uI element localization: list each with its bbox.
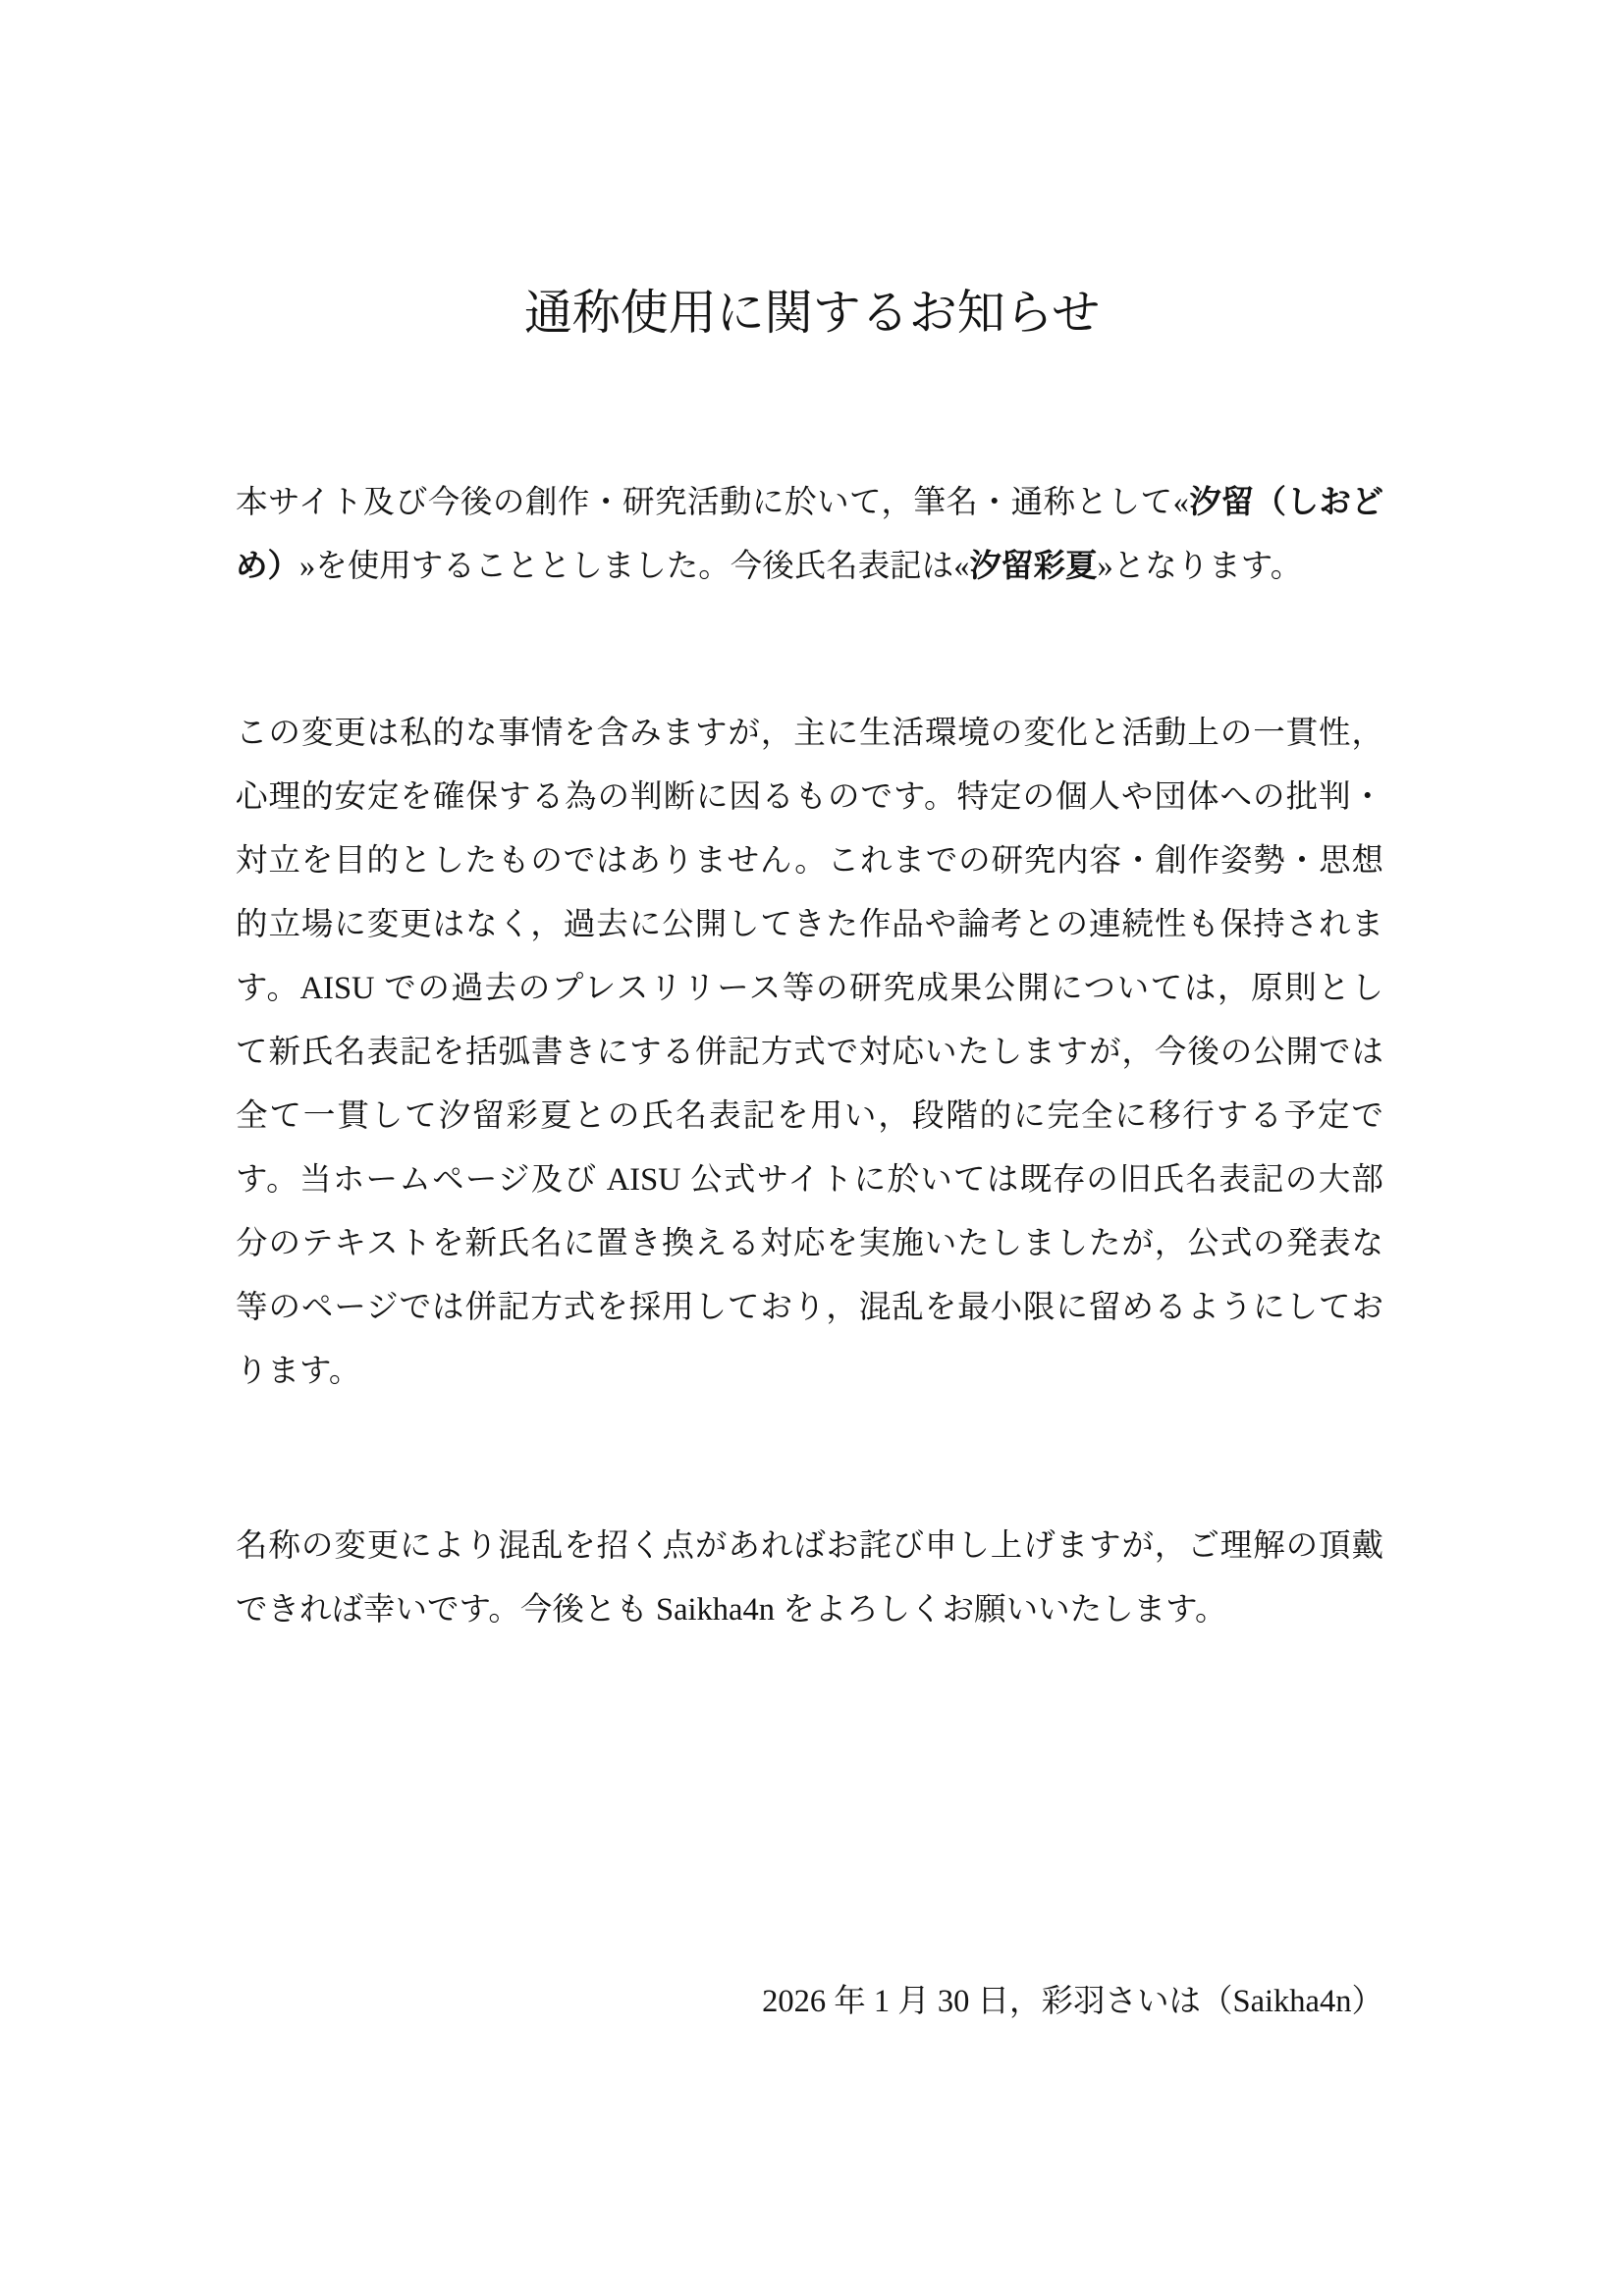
paragraph-closing: [236, 1515, 1383, 1642]
text-line: ります。: [236, 1354, 361, 1389]
text-line: [236, 471, 1383, 535]
text-line: [236, 535, 1383, 599]
bold-name-text: め）: [236, 549, 300, 584]
text-line: この変更は私的な事情を含みますが，主に生活環境の変化と活動上の一貫性，: [236, 716, 1383, 751]
text-segment: 本サイト及び今後の創作・研究活動に於いて，筆名・通称として«: [236, 485, 1189, 520]
text-line: す。AISU での過去のプレスリリース等の研究成果公開については，原則とし: [236, 971, 1383, 1006]
text-line: て新氏名表記を括弧書きにする併記方式で対応いたしますが，今後の公開では: [236, 1035, 1383, 1070]
bold-name-text: 汐留（しおど: [1188, 485, 1383, 520]
paragraph-intro: [236, 471, 1383, 599]
text-line: 的立場に変更はなく，過去に公開してきた作品や論考との連続性も保持されま: [236, 907, 1383, 942]
text-line: 心理的安定を確保する為の判断に因るものです。特定の個人や団体への批判・: [236, 779, 1383, 815]
signature-date-line: 2026 年 1 月 30 日，彩羽さいは（Saikha4n）: [762, 1984, 1383, 2019]
text-line: 対立を目的としたものではありません。これまでの研究内容・創作姿勢・思想: [236, 843, 1383, 879]
page-title: 通称使用に関するお知らせ: [523, 286, 1101, 340]
text-segment: »を使用することとしました。今後氏名表記は«: [299, 549, 970, 584]
text-line: 分のテキストを新氏名に置き換える対応を実施いたしましたが，公式の発表な: [236, 1226, 1383, 1261]
text-line: 名称の変更により混乱を招く点があればお詫び申し上げますが，ご理解の頂戴: [236, 1528, 1383, 1564]
paragraph-details: [236, 702, 1383, 1404]
text-segment: »となります。: [1097, 549, 1303, 584]
text-line: 全て一貫して汐留彩夏との氏名表記を用い，段階的に完全に移行する予定で: [236, 1098, 1383, 1134]
text-line: できれば幸いです。今後とも Saikha4n をよろしくお願いいたします。: [236, 1592, 1227, 1628]
text-line: 等のページでは併記方式を採用しており，混乱を最小限に留めるようにしてお: [236, 1290, 1383, 1325]
text-line: す。当ホームページ及び AISU 公式サイトに於いては既存の旧氏名表記の大部: [236, 1162, 1383, 1198]
bold-name-text: 汐留彩夏: [969, 549, 1098, 584]
